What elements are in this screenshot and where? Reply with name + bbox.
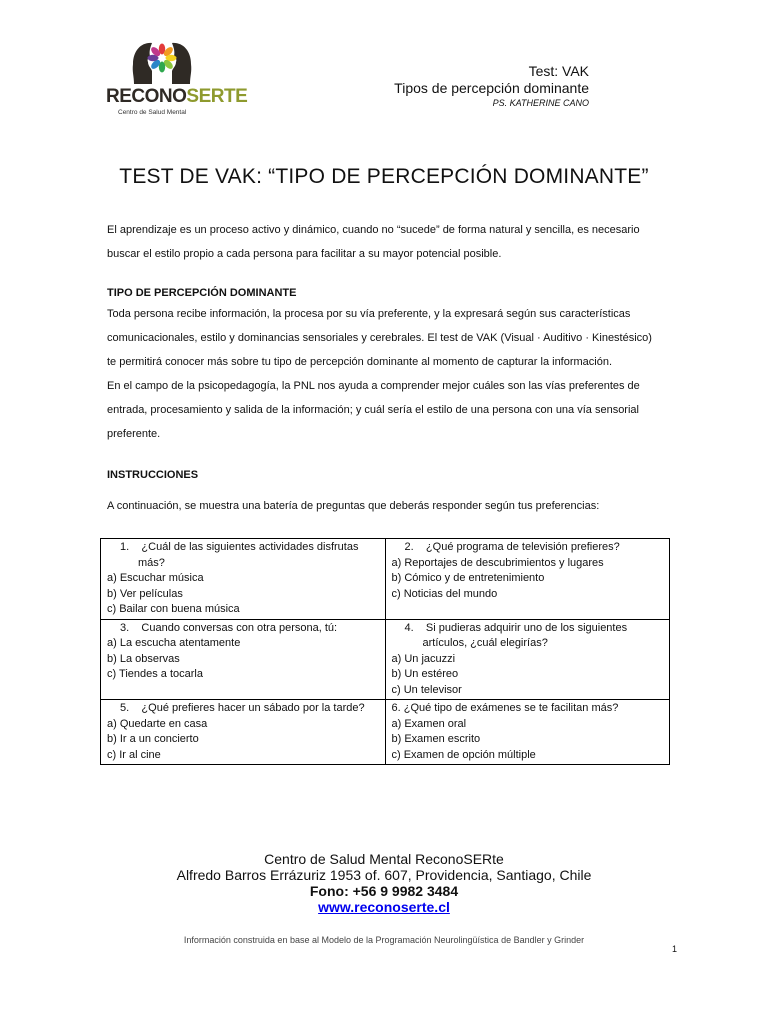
answer-option: c) Bailar con buena música [107, 603, 240, 615]
logo-subtitle: Centro de Salud Mental [118, 109, 187, 116]
table-row [101, 619, 670, 700]
instructions-text: A continuación, se muestra una batería de preguntas que deberás responder según tus preferencias: [107, 500, 600, 512]
question-cell-2 [385, 539, 670, 620]
answer-option: c) Noticias del mundo [391, 587, 498, 600]
answer-option: c) Tiendes a tocarla [107, 668, 203, 680]
header-author: PS. KATHERINE CANO [492, 98, 589, 108]
page-title: TEST DE VAK: “TIPO DE PERCEPCIÓN DOMINANTE” [119, 165, 649, 188]
table-row [101, 700, 670, 765]
header-test: Test: VAK [528, 63, 589, 79]
answer-option: a) Examen oral [391, 717, 467, 730]
question-cell-5 [101, 700, 386, 765]
header-tipos: Tipos de percepción dominante [394, 80, 589, 96]
answer-option: b) Un estéreo [391, 668, 459, 680]
question-cell-6 [385, 700, 670, 765]
answer-option: b) La observas [107, 652, 180, 665]
intro-line: El aprendizaje es un proceso activo y dinámico, cuando no “sucede” de forma natural y sencilla, es necesario [107, 224, 640, 236]
question-text: 2. ¿Qué programa de televisión prefieres? [404, 541, 620, 553]
answer-option: a) Quedarte en casa [107, 717, 208, 730]
heads-flower-icon [130, 38, 194, 86]
answer-option: a) Escuchar música [107, 572, 204, 584]
question-text: 6. ¿Qué tipo de exámenes se te facilitan más? [391, 702, 619, 714]
answer-option: a) Reportajes de descubrimientos y lugares [391, 556, 604, 569]
question-text: 4. Si pudieras adquirir uno de los siguientes [404, 621, 628, 634]
question-text-cont: artículos, ¿cuál elegirías? [422, 637, 548, 649]
answer-option: b) Ver películas [107, 587, 183, 600]
answer-option: c) Ir al cine [107, 748, 161, 761]
intro-line: buscar el estilo propio a cada persona para facilitar a su mayor potencial posible. [107, 248, 502, 260]
question-cell-4 [385, 619, 670, 700]
intro-paragraph [107, 218, 663, 266]
paragraph-line: te permitirá conocer más sobre tu tipo de percepción dominante al momento de capturar la información. [107, 356, 613, 368]
question-text-cont: más? [138, 556, 165, 569]
reconoserte-logo [104, 38, 248, 120]
section-heading-instrucciones: INSTRUCCIONES [107, 469, 199, 481]
logo-brand: RECONOSERTE [106, 86, 248, 107]
section-heading-tipo: TIPO DE PERCEPCIÓN DOMINANTE [107, 287, 297, 299]
paragraph-line: En el campo de la psicopedagogía, la PNL nos ayuda a comprender mejor cuáles son las vías preferentes de [107, 380, 640, 392]
answer-option: a) La escucha atentamente [107, 637, 241, 649]
answer-option: b) Cómico y de entretenimiento [391, 572, 545, 584]
question-text: 3. Cuando conversas con otra persona, tú: [120, 621, 338, 634]
footer-website-link[interactable]: www.reconoserte.cl [318, 899, 450, 915]
paragraph-line: preferente. [107, 428, 161, 440]
question-text: 5. ¿Qué prefieres hacer un sábado por la tarde? [120, 702, 365, 714]
answer-option: b) Ir a un concierto [107, 733, 199, 745]
questions-table [100, 538, 670, 765]
answer-option: c) Un televisor [391, 683, 462, 696]
paragraph-line: Toda persona recibe información, la procesa por su vía preferente, y la expresará según sus características [107, 308, 631, 320]
table-row [101, 539, 670, 620]
answer-option: c) Examen de opción múltiple [391, 748, 536, 761]
paragraph-line: entrada, procesamiento y salida de la información; y cuál sería el estilo de una persona con una vía sensorial [107, 404, 639, 416]
footer-center-name: Centro de Salud Mental ReconoSERte [264, 851, 504, 867]
footer-phone: Fono: +56 9 9982 3484 [309, 883, 459, 899]
question-cell-3 [101, 619, 386, 700]
answer-option: a) Un jacuzzi [391, 652, 456, 665]
question-text: 1. ¿Cuál de las siguientes actividades disfrutas [120, 541, 359, 553]
footer-website-wrap [0, 899, 768, 915]
page-number: 1 [672, 944, 678, 954]
answer-option: b) Examen escrito [391, 733, 481, 745]
footer-note: Información construida en base al Modelo de la Programación Neurolingüística de Bandler y Grinder [183, 935, 585, 945]
paragraph-line: comunicacionales, estilo y dominancias sensoriales y cerebrales. El test de VAK (Visual · Auditivo · Kinestésico) [107, 332, 652, 344]
footer-address: Alfredo Barros Errázuriz 1953 of. 607, Providencia, Santiago, Chile [176, 867, 592, 883]
section-tipo-paragraph [107, 302, 663, 446]
question-cell-1 [101, 539, 386, 620]
